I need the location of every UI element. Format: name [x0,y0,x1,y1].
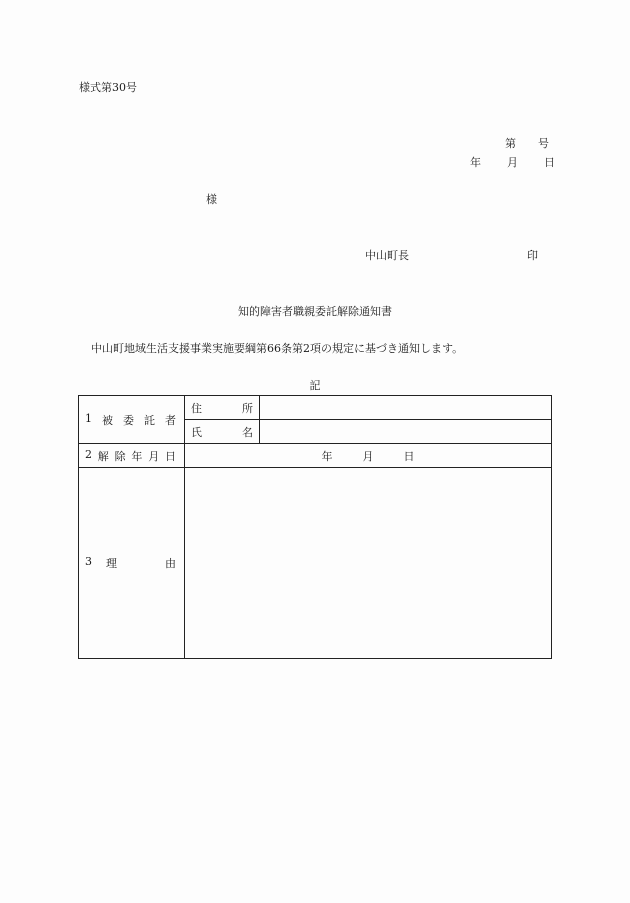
cancel-year: 年 [321,449,333,463]
row3-label: 3 理 由 [85,555,176,570]
cancellation-date-field[interactable] [185,444,552,468]
row1-label: 1 被 委 託 者 [85,411,176,427]
ki-heading: 記 [309,379,321,392]
table-row [79,468,552,659]
recipient-honorific: 様 [206,193,217,206]
date-day: 日 [544,156,555,169]
table-row [79,444,552,468]
form-number: 様式第30号 [79,81,137,94]
name-label-cell [185,420,260,444]
cancel-day: 日 [403,449,415,463]
row2-label: 2 解 除 年 月 日 [85,447,176,463]
seal-mark: 印 [527,249,538,262]
issue-date-line [470,156,555,170]
address-label-cell [185,396,260,420]
name-field[interactable] [260,420,552,444]
row2-label-cell [79,444,185,468]
row1-label-cell [79,396,185,444]
address-label: 住 所 [191,401,253,415]
name-label: 氏 名 [191,425,253,439]
row3-label-cell [79,468,185,659]
body-text: 中山町地域生活支援事業実施要綱第66条第2項の規定に基づき通知します。 [91,342,464,355]
doc-number-suffix: 号 [538,137,549,150]
table-row [79,396,552,420]
record-table [78,395,552,659]
date-month: 月 [507,156,518,169]
issuer-name: 中山町長 [365,249,409,262]
date-year: 年 [470,156,481,169]
reason-field[interactable] [185,468,552,659]
document-number-line [505,137,549,151]
doc-number-prefix: 第 [505,137,516,150]
address-field[interactable] [260,396,552,420]
document-title: 知的障害者職親委託解除通知書 [238,305,392,318]
cancel-month: 月 [362,449,374,463]
